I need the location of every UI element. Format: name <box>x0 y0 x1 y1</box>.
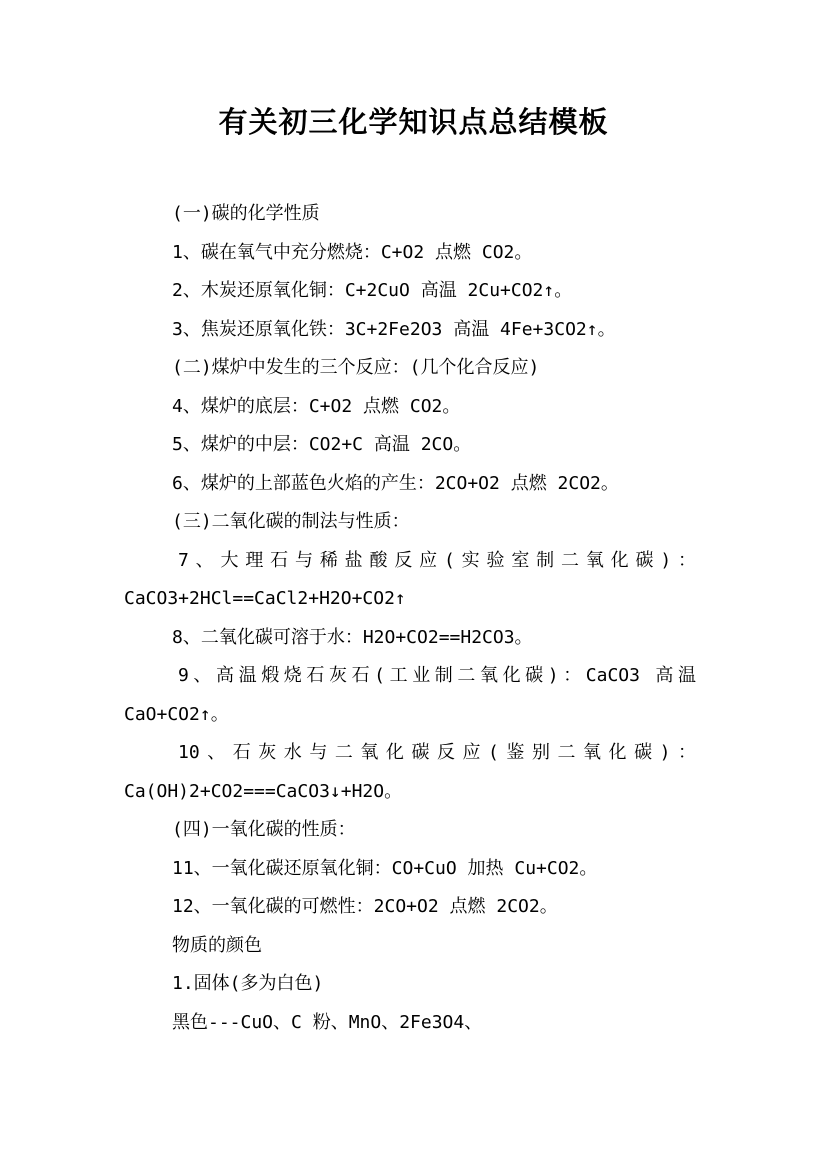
section-heading-stove: (二)煤炉中发生的三个反应：(几个化合反应) <box>172 357 540 378</box>
text-line: 2、木炭还原氧化铜：C+2CuO 高温 2Cu+CO2↑。 <box>172 280 573 301</box>
text-line: 10、石灰水与二氧化碳反应(鉴别二氧化碳)： <box>178 742 696 763</box>
section-heading-co2: (三)二氧化碳的制法与性质： <box>172 511 410 532</box>
document-body <box>0 195 827 1042</box>
text-line: 4、煤炉的底层：C+O2 点燃 CO2。 <box>172 395 461 417</box>
text-line: 黑色---CuO、C 粉、MnO、2Fe3O4、 <box>172 1011 483 1033</box>
section-heading-carbon: (一)碳的化学性质 <box>172 203 320 224</box>
text-line: 3、焦炭还原氧化铁：3C+2Fe2O3 高温 4Fe+3CO2↑。 <box>172 318 616 340</box>
text-line: 7、大理石与稀盐酸反应(实验室制二氧化碳)： <box>178 549 696 571</box>
text-line: 6、煤炉的上部蓝色火焰的产生：2CO+O2 点燃 2CO2。 <box>172 472 619 494</box>
section-heading-co: (四)一氧化碳的性质： <box>172 819 356 840</box>
text-line-continuation: Ca(OH)2+CO2===CaCO3↓+H2O。 <box>124 780 403 802</box>
text-line: 1.固体(多为白色) <box>172 973 324 994</box>
text-line: 8、二氧化碳可溶于水：H2O+CO2==H2CO3。 <box>172 626 533 648</box>
text-line: 1、碳在氧气中充分燃烧：C+O2 点燃 CO2。 <box>172 241 533 263</box>
document-title: 有关初三化学知识点总结模板 <box>218 105 609 139</box>
text-line-continuation: CaCO3+2HCl==CaCl2+H2O+CO2↑ <box>124 588 406 609</box>
section-heading-colors: 物质的颜色 <box>172 934 262 956</box>
text-line: 12、一氧化碳的可燃性：2CO+O2 点燃 2CO2。 <box>172 896 558 917</box>
text-line: 11、一氧化碳还原氧化铜：CO+CuO 加热 Cu+CO2。 <box>172 857 598 879</box>
text-line: 9、高温煅烧石灰石(工业制二氧化碳)：CaCO3 高温 <box>178 665 696 686</box>
text-line-continuation: CaO+CO2↑。 <box>124 703 229 725</box>
text-line: 5、煤炉的中层：CO2+C 高温 2CO。 <box>172 434 472 455</box>
